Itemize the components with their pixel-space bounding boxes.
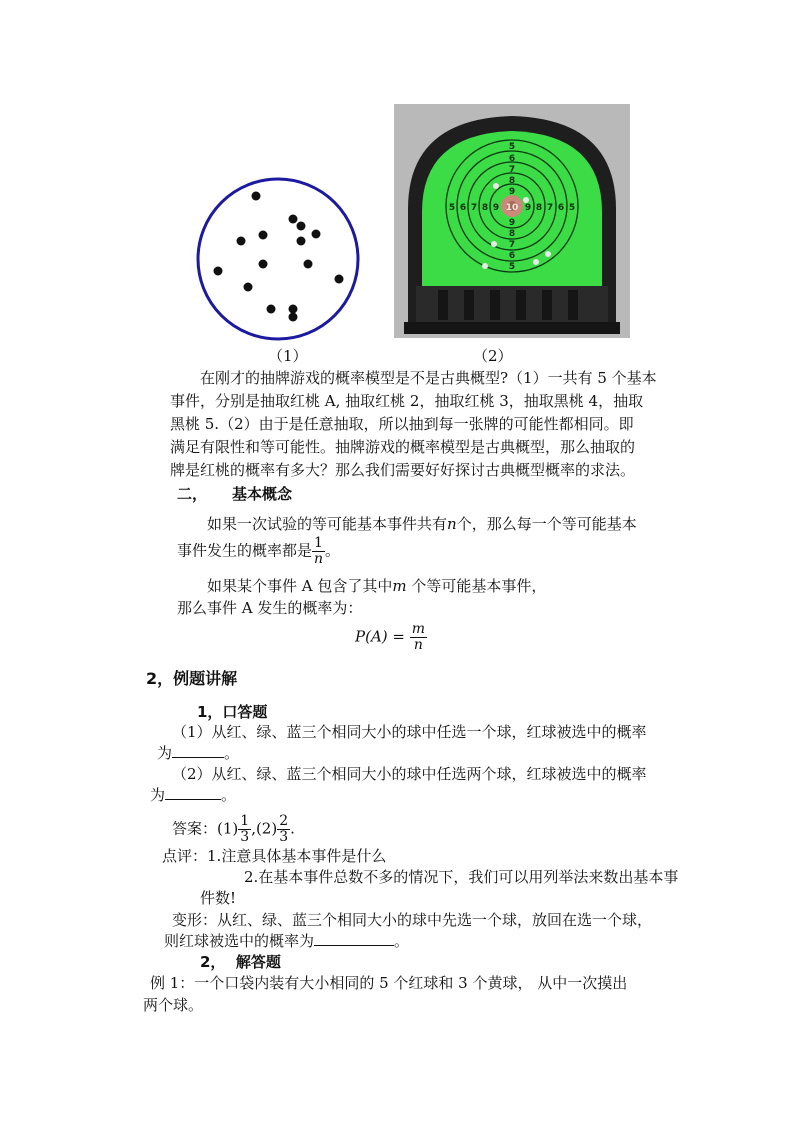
target-num-top-0: 5 [508, 142, 516, 152]
answer-blank-1 [172, 743, 224, 758]
target-num-right-0: 9 [524, 203, 532, 213]
var-n: n [447, 515, 457, 533]
target-num-right-3: 6 [557, 203, 565, 213]
intro-line-1: 在刚才的抽牌游戏的概率模型是不是古典概型?（1）一共有 5 个基本 [200, 369, 657, 387]
question-1-line-2: 为 。 [157, 744, 240, 762]
target-num-bottom-0: 9 [508, 218, 516, 228]
target-num-right-4: 5 [568, 203, 576, 213]
comment-line-3: 件数! [200, 889, 237, 907]
target-num-right-1: 8 [535, 203, 543, 213]
intro-line-3: 黑桃 5.（2）由于是任意抽取，所以抽到每一张牌的可能性都相同。即 [170, 415, 634, 433]
example-1-line-2: 两个球。 [143, 996, 204, 1014]
examples-heading: 2，例题讲解 [146, 669, 238, 688]
answer-blank-2 [165, 785, 221, 800]
target-board-figure [394, 104, 630, 338]
question-2-line-2: 为 。 [150, 786, 237, 804]
figure-caption-1: （1） [268, 347, 308, 365]
target-num-top-3: 8 [508, 176, 516, 186]
target-num-left-2: 7 [470, 203, 478, 213]
concept-line-2: 事件发生的概率都是 $\frac{1}{n}$ 。 [177, 535, 340, 567]
target-num-bottom-2: 7 [508, 240, 516, 250]
section-heading-number: 二， [177, 485, 208, 503]
comment-line-2: 2.在基本事件总数不多的情况下，我们可以用列举法来数出基本事 [244, 868, 679, 886]
target-num-top-1: 6 [508, 154, 516, 164]
probability-formula: P(A) = $\frac{m}{n}$ [355, 621, 426, 653]
intro-line-5: 牌是红桃的概率有多大？那么我们需要好好探讨古典概型概率的求法。 [170, 461, 636, 479]
target-num-top-2: 7 [508, 165, 516, 175]
answer-line: 答案：(1) $\frac{1}{3}$ ,(2) $\frac{2}{3}$ . [172, 813, 295, 845]
answer-fraction-1: $\frac{1}{3}$ [240, 813, 250, 845]
target-num-left-3: 8 [481, 203, 489, 213]
concept-line-1: 如果一次试验的等可能基本事件共有n个，那么每一个等可能基本 [207, 515, 637, 533]
target-num-center: 10 [505, 203, 519, 213]
concept-line-3: 如果某个事件 A 包含了其中m 个等可能基本事件， [207, 577, 547, 595]
random-points-figure [196, 177, 360, 341]
intro-line-2: 事件，分别是抽取红桃 A, 抽取红桃 2，抽取红桃 3，抽取黑桃 4，抽取 [170, 392, 644, 410]
subheading-oral: 1，口答题 [197, 703, 268, 721]
variant-line-1: 变形：从红、绿、蓝三个相同大小的球中先选一个球，放回在选一个球， [172, 911, 653, 929]
section-heading-title: 基本概念 [232, 485, 293, 503]
variant-line-2: 则红球被选中的概率为 。 [164, 932, 410, 950]
intro-line-4: 满足有限性和等可能性。抽牌游戏的概率模型是古典概型，那么抽取的 [170, 438, 636, 456]
comment-line-1: 点评：1.注意具体基本事件是什么 [162, 847, 387, 865]
fraction-1-over-n: $\frac{1}{n}$ [313, 535, 323, 567]
answer-fraction-2: $\frac{2}{3}$ [279, 813, 289, 845]
circle-boundary [198, 179, 358, 339]
question-2-line-1: （2）从红、绿、蓝三个相同大小的球中任选两个球，红球被选中的概率 [172, 765, 647, 783]
random-dots [214, 192, 344, 322]
target-num-left-0: 5 [448, 203, 456, 213]
var-m: m [392, 577, 407, 595]
target-num-bottom-1: 8 [508, 229, 516, 239]
example-1-line-1: 例 1：一个口袋内装有大小相同的 5 个红球和 3 个黄球， 从中一次摸出 [150, 974, 628, 992]
answer-blank-3 [314, 931, 394, 946]
target-num-bottom-4: 5 [508, 262, 516, 272]
figure-caption-2: （2） [473, 347, 513, 365]
fraction-m-over-n: $\frac{m}{n}$ [411, 621, 426, 653]
concept-line-4: 那么事件 A 发生的概率为： [177, 599, 363, 617]
subheading-solution: 2， 解答题 [200, 953, 281, 971]
question-1-line-1: （1）从红、绿、蓝三个相同大小的球中任选一个球，红球被选中的概率 [172, 723, 647, 741]
target-num-bottom-3: 6 [508, 251, 516, 261]
target-num-right-2: 7 [546, 203, 554, 213]
target-num-top-4: 9 [508, 187, 516, 197]
target-num-left-4: 9 [492, 203, 500, 213]
target-num-left-1: 6 [459, 203, 467, 213]
